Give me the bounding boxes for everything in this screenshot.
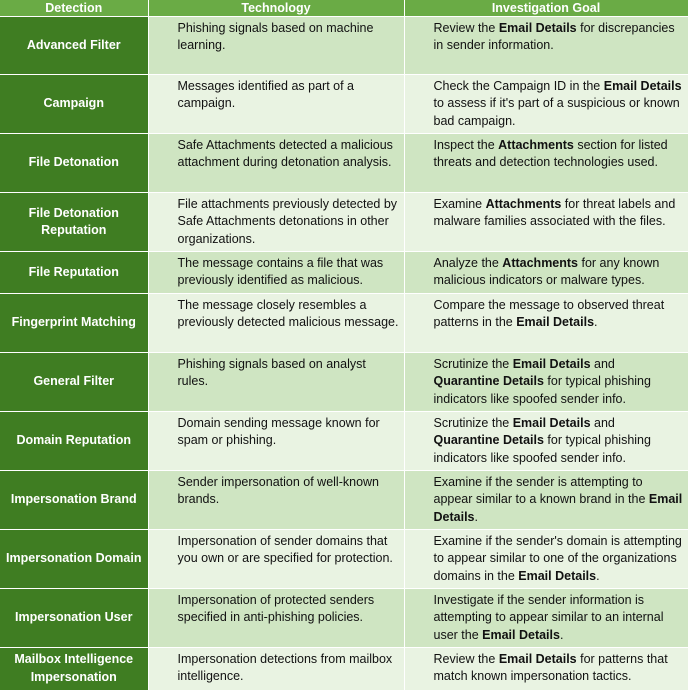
detection-cell: Advanced Filter: [0, 17, 148, 75]
table-row: [0, 134, 688, 193]
table-row: [0, 353, 688, 412]
detection-cell: File Detonation: [0, 134, 148, 193]
investigation-goal-cell: [404, 294, 688, 353]
goal-text: Compare the message to observed threat patterns in the: [433, 298, 665, 330]
goal-text: and: [590, 416, 615, 430]
detection-cell: General Filter: [0, 353, 148, 412]
goal-text: for discrepancies in sender information.: [433, 21, 675, 53]
goal-text: Review the: [433, 652, 499, 666]
goal-text: .: [559, 627, 564, 642]
table-row: [0, 648, 688, 690]
goal-text: section for listed threats and detection technologies used.: [433, 138, 668, 170]
goal-text: .: [596, 568, 600, 583]
table-row: [0, 530, 688, 589]
technology-cell: Phishing signals based on analyst rules.: [148, 353, 404, 412]
investigation-goal-cell: [404, 17, 688, 75]
goal-emphasis: Quarantine Details: [433, 433, 544, 448]
goal-emphasis: Quarantine Details: [433, 374, 544, 389]
technology-cell: Phishing signals based on machine learning.: [148, 17, 404, 75]
table-row: [0, 471, 688, 530]
detection-cell: File Reputation: [0, 252, 148, 294]
goal-emphasis: Attachments: [485, 197, 562, 211]
goal-text: Examine if the sender is attempting to appear similar to a known brand in the: [433, 475, 649, 507]
table-row: [0, 252, 688, 294]
goal-text: Review the: [433, 21, 499, 35]
investigation-goal-cell: [404, 471, 688, 530]
table-row: [0, 412, 688, 471]
detection-cell: Mailbox Intelligence Impersonation: [0, 648, 148, 690]
header-investigation-goal: Investigation Goal: [404, 0, 688, 17]
goal-text: Scrutinize the: [433, 416, 513, 430]
technology-cell: Safe Attachments detected a malicious attachment during detonation analysis.: [148, 134, 404, 193]
goal-emphasis: Email Details: [603, 79, 682, 93]
technology-cell: Domain sending message known for spam or phishing.: [148, 412, 404, 471]
technology-cell: Impersonation of protected senders specified in anti-phishing policies.: [148, 589, 404, 648]
detection-cell: Impersonation Brand: [0, 471, 148, 530]
goal-text: .: [474, 509, 478, 524]
goal-text: for patterns that match known impersonation tactics.: [433, 652, 668, 684]
technology-cell: The message contains a file that was previously identified as malicious.: [148, 252, 404, 294]
investigation-goal-cell: [404, 530, 688, 589]
goal-text: and: [590, 357, 615, 371]
goal-emphasis: Email Details: [433, 492, 683, 524]
goal-text: Examine: [433, 197, 486, 211]
goal-emphasis: Email Details: [518, 568, 597, 583]
table-row: [0, 294, 688, 353]
goal-emphasis: Email Details: [498, 652, 577, 666]
goal-text: for typical phishing indicators like spoofed sender info.: [433, 433, 651, 465]
detection-cell: Impersonation Domain: [0, 530, 148, 589]
table-row: [0, 193, 688, 252]
technology-cell: Impersonation of sender domains that you own or are specified for protection.: [148, 530, 404, 589]
goal-emphasis: Email Details: [512, 357, 591, 371]
table-row: [0, 17, 688, 75]
goal-emphasis: Email Details: [498, 21, 577, 35]
investigation-goal-cell: [404, 75, 688, 134]
goal-text: to assess if it's part of a suspicious or known bad campaign.: [433, 96, 680, 128]
goal-text: .: [594, 315, 598, 330]
detection-cell: File Detonation Reputation: [0, 193, 148, 252]
goal-text: Analyze the: [433, 256, 503, 270]
goal-emphasis: Email Details: [512, 416, 591, 430]
technology-cell: Sender impersonation of well-known brands.: [148, 471, 404, 530]
goal-emphasis: Attachments: [502, 256, 579, 270]
detection-cell: Domain Reputation: [0, 412, 148, 471]
header-row: [0, 0, 688, 17]
goal-text: Inspect the: [433, 138, 499, 152]
investigation-goal-cell: [404, 589, 688, 648]
technology-cell: The message closely resembles a previously detected malicious message.: [148, 294, 404, 353]
goal-emphasis: Attachments: [498, 138, 574, 152]
header-detection: Detection: [0, 0, 148, 17]
investigation-goal-cell: [404, 193, 688, 252]
header-technology: Technology: [148, 0, 404, 17]
investigation-goal-cell: [404, 353, 688, 412]
table-row: [0, 589, 688, 648]
investigation-goal-cell: [404, 134, 688, 193]
investigation-goal-cell: [404, 412, 688, 471]
technology-cell: Messages identified as part of a campaign.: [148, 75, 404, 134]
goal-text: Investigate if the sender information is attempting to appear similar to an internal user the: [433, 593, 664, 642]
goal-text: for threat labels and malware families associated with the files.: [433, 197, 676, 229]
detection-cell: Impersonation User: [0, 589, 148, 648]
goal-emphasis: Email Details: [516, 315, 595, 330]
technology-cell: File attachments previously detected by Safe Attachments detonations in other organizations.: [148, 193, 404, 252]
investigation-goal-cell: [404, 648, 688, 690]
goal-emphasis: Email Details: [482, 627, 560, 642]
technology-cell: Impersonation detections from mailbox intelligence.: [148, 648, 404, 690]
goal-text: Check the Campaign ID in the: [433, 79, 604, 93]
investigation-goal-cell: [404, 252, 688, 294]
goal-text: for typical phishing indicators like spoofed sender info.: [433, 374, 651, 406]
goal-text: Examine if the sender's domain is attempting to appear similar to one of the organizations domains in the: [433, 534, 682, 583]
goal-text: for any known malicious indicators or malware types.: [433, 256, 660, 288]
detection-cell: Fingerprint Matching: [0, 294, 148, 353]
detection-cell: Campaign: [0, 75, 148, 134]
table-row: [0, 75, 688, 134]
goal-text: Scrutinize the: [433, 357, 513, 371]
